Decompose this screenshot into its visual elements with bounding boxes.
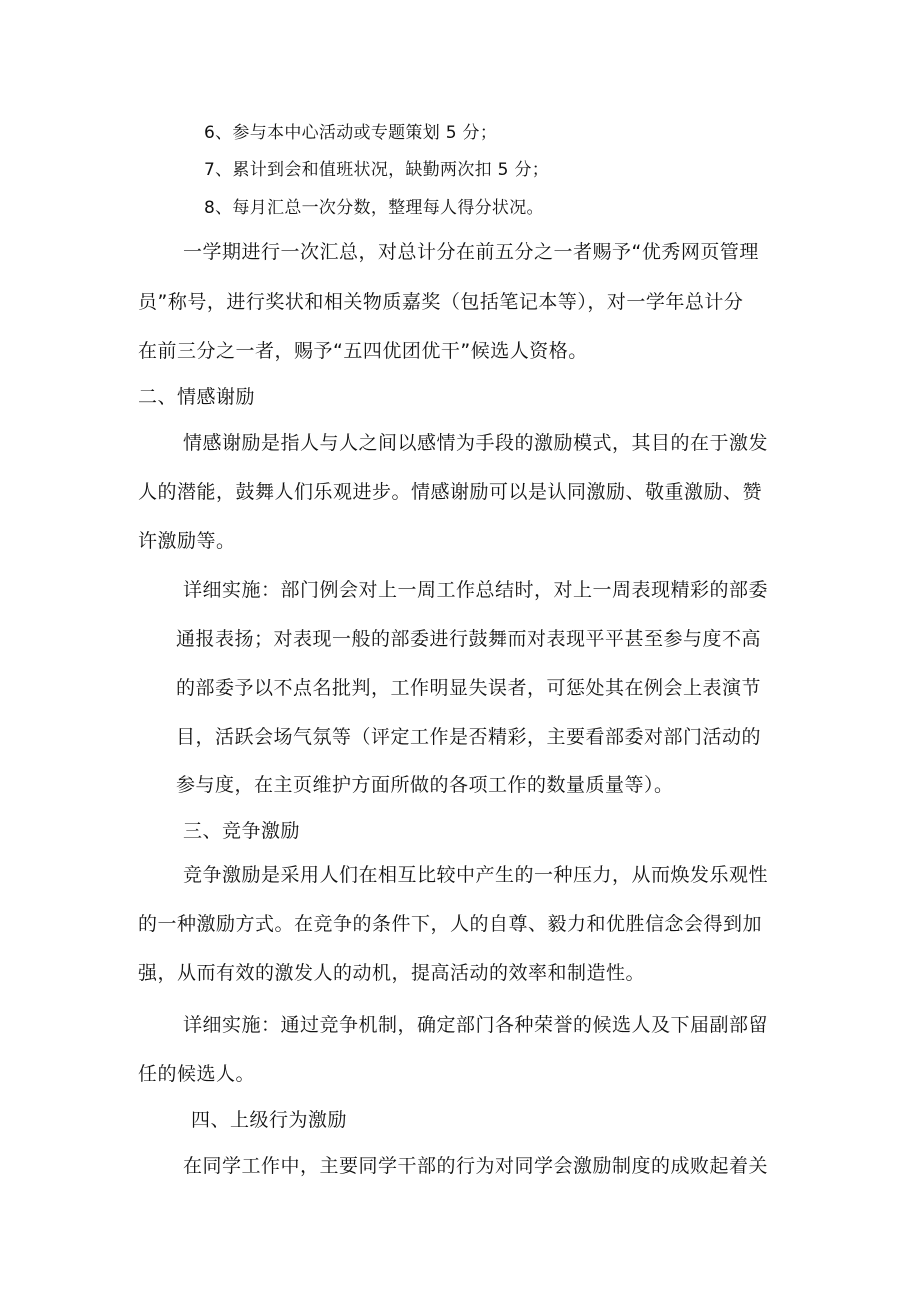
paragraph-line: 强，从而有效的激发人的动机，提高活动的效率和制造性。 bbox=[138, 962, 646, 984]
section-heading-2: 二、情感谢励 bbox=[138, 386, 256, 408]
paragraph-line: 详细实施：通过竞争机制，确定部门各种荣誉的候选人及下届副部留 bbox=[183, 1014, 769, 1036]
paragraph-line: 目，活跃会场气氛等（评定工作是否精彩，主要看部委对部门活动的 bbox=[176, 726, 762, 748]
paragraph-line: 情感谢励是指人与人之间以感情为手段的激励模式，其目的在于激发 bbox=[183, 432, 769, 454]
paragraph-line: 在前三分之一者，赐予“五四优团优干”候选人资格。 bbox=[138, 340, 588, 362]
paragraph-line: 一学期进行一次汇总，对总计分在前五分之一者赐予“优秀网页管理 bbox=[183, 241, 759, 263]
paragraph-line: 许激励等。 bbox=[138, 530, 236, 552]
paragraph-line: 人的潜能，鼓舞人们乐观进步。情感谢励可以是认同激励、敬重激励、赞 bbox=[138, 481, 763, 503]
paragraph-line: 详细实施：部门例会对上一周工作总结时，对上一周表现精彩的部委 bbox=[183, 579, 769, 601]
paragraph-line: 竞争激励是采用人们在相互比较中产生的一种压力，从而焕发乐观性 bbox=[183, 864, 769, 886]
paragraph-line: 的一种激励方式。在竞争的条件下，人的自尊、毅力和优胜信念会得到加 bbox=[138, 913, 763, 935]
list-item-8: 8、每月汇总一次分数，整理每人得分状况。 bbox=[204, 198, 544, 218]
list-item-7: 7、累计到会和值班状况，缺勤两次扣 5 分； bbox=[204, 160, 550, 180]
paragraph-line: 通报表扬；对表现一般的部委进行鼓舞而对表现平平甚至参与度不高 bbox=[176, 628, 762, 650]
section-heading-3: 三、竞争激励 bbox=[183, 820, 301, 842]
paragraph-line: 参与度，在主页维护方面所做的各项工作的数量质量等）。 bbox=[176, 774, 674, 796]
paragraph-line: 在同学工作中，主要同学干部的行为对同学会激励制度的成败起着关 bbox=[183, 1155, 769, 1177]
paragraph-line: 员”称号，进行奖状和相关物质嘉奖（包括笔记本等），对一学年总计分 bbox=[138, 291, 744, 313]
section-heading-4: 四、上级行为激励 bbox=[191, 1109, 348, 1131]
paragraph-line: 任的候选人。 bbox=[138, 1063, 256, 1085]
paragraph-line: 的部委予以不点名批判，工作明显失误者，可惩处其在例会上表演节 bbox=[176, 677, 762, 699]
list-item-6: 6、参与本中心活动或专题策划 5 分； bbox=[204, 123, 498, 143]
